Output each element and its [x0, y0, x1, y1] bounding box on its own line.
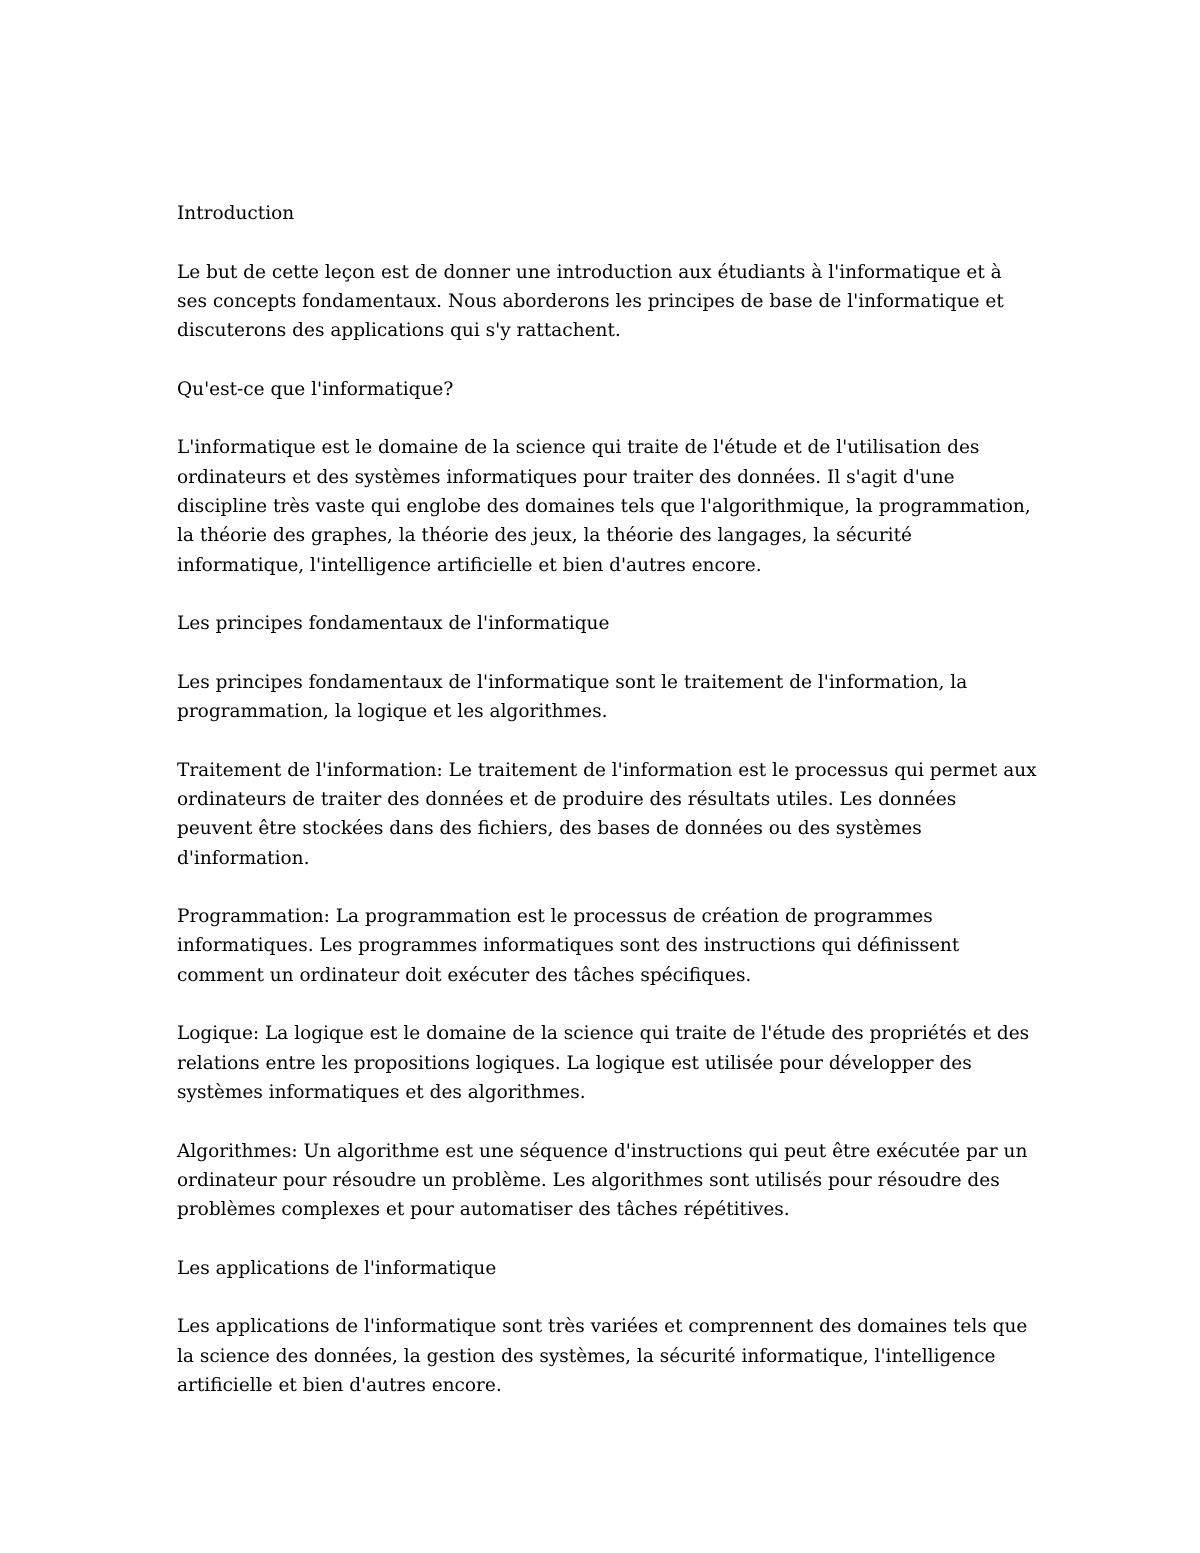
paragraph-logic: Logique: La logique est le domaine de la science qui traite de l'étude des propriétés et des relations entre les propositions logiques. La logique est utilisée pour développer des systèmes informatiques et des algorithmes.: [177, 1023, 1030, 1103]
paragraph-information-processing: Traitement de l'information: Le traitement de l'information est le processus qui permet aux ordinateurs de traiter des données et de produire des résultats utiles. Les données peuvent être stockées dans des fichiers, des bases de données ou des systèmes d'information.: [177, 759, 1037, 869]
document-body: [177, 199, 1037, 1429]
paragraph-principles-summary: Les principes fondamentaux de l'informatique sont le traitement de l'information, la programmation, la logique et les algorithmes.: [177, 671, 968, 723]
paragraph-programming: Programmation: La programmation est le processus de création de programmes informatiques. Les programmes informatiques sont des instructions qui définissent comment un ordinateur doit exécuter des tâches spécifiques.: [177, 906, 960, 986]
section-heading-fundamental-principles: Les principes fondamentaux de l'informatique: [177, 613, 610, 635]
section-heading-introduction: Introduction: [177, 203, 295, 224]
paragraph-lesson-goal: Le but de cette leçon est de donner une introduction aux étudiants à l'informatique et à ses concepts fondamentaux. Nous aborderons les principes de base de l'informatique et discuterons des applications qui s'y rattachent.: [177, 261, 1004, 342]
section-heading-what-is-computing: Qu'est-ce que l'informatique?: [177, 378, 454, 400]
paragraph-computing-definition: L'informatique est le domaine de la science qui traite de l'étude et de l'utilisation des ordinateurs et des systèmes informatiques pour traiter des données. Il s'agit d'une discipline très vaste qui englobe des domaines tels que l'algorithmique, la programmation, la théorie des graphes, la théorie des jeux, la théorie des langages, la sécurité informatique, l'intelligence artificielle et bien d'autres encore.: [177, 437, 1031, 576]
section-heading-applications: Les applications de l'informatique: [177, 1257, 497, 1279]
paragraph-algorithms: Algorithmes: Un algorithme est une séquence d'instructions qui peut être exécutée par un ordinateur pour résoudre un problème. Les algorithmes sont utilisés pour résoudre des problèmes complexes et pour automatiser des tâches répétitives.: [177, 1140, 1028, 1221]
paragraph-applications: Les applications de l'informatique sont très variées et comprennent des domaines tels que la science des données, la gestion des systèmes, la sécurité informatique, l'intelligence artificielle et bien d'autres encore.: [177, 1316, 1028, 1396]
